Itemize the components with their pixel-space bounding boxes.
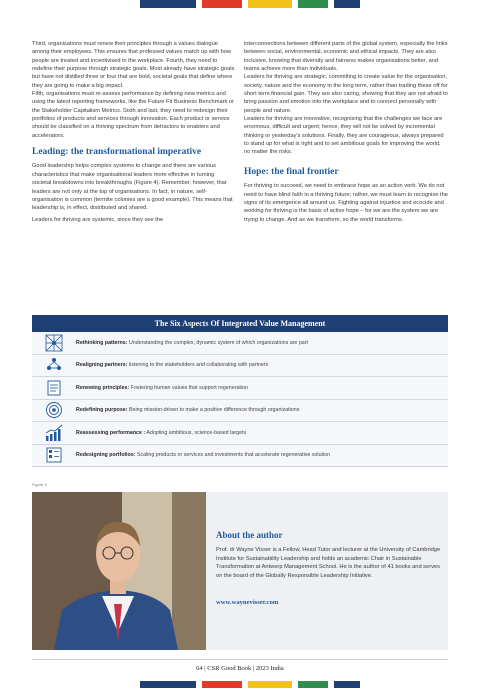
- aspect-label: Realigning partners:: [76, 362, 128, 369]
- paragraph: For thriving to succeed, we need to embrace hope as an action verb. We do not need to have blind faith in a thriving future; rather, we must learn to recognise the signs of its emergence all around us. Fighting against injustice and ecocide and working for thriving is the basis of active hope – for we are the system we are trying to change. And as we transform, so the world transforms.: [244, 183, 448, 223]
- figure-title: The Six Aspects Of Integrated Value Management: [32, 315, 448, 332]
- aspect-description: listening to the stakeholders and collaborating with partners: [127, 362, 269, 369]
- figure-row: [32, 422, 448, 445]
- bar-segment: [248, 0, 292, 8]
- bar-segment: [334, 0, 360, 8]
- bar-segment: [202, 681, 242, 688]
- figure-row: [32, 400, 448, 423]
- paragraph: Fifth, organisations must re-assess performance by defining new metrics and using the latest reporting frameworks, like the Future Fit Business Benchmark or the Stakeholder Capitalism Metrics. Sixth and last, they need to redesign their portfolios of products and services through innovation. Each product or service should be classified on a thriving spectrum from detractors to enablers and accelerators.: [32, 91, 234, 139]
- bar-segment: [140, 0, 196, 8]
- bar-segment: [298, 0, 328, 8]
- target-icon: [43, 401, 65, 419]
- author-box: [32, 492, 448, 650]
- aspect-label: Rethinking patterns:: [76, 339, 128, 346]
- figure-row: [32, 355, 448, 378]
- aspect-label: Reassessing performance :: [76, 429, 146, 436]
- portfolio-icon: [43, 446, 65, 464]
- paragraph: Third, organisations must renew their principles through a values dialogue among their employees. This ensures that professed values match up with how people are treated and incentivised in the workplace. Fourth, they need to redefine their purpose through strategic goals. Most already have strategic goals but have not distilled three or four that are bold, societal goals that define where they are going to make a big impact.: [32, 41, 235, 89]
- author-photo: [32, 492, 206, 650]
- aspect-label: Redefining purpose:: [76, 407, 128, 414]
- page-footer: 64 | CSR Good Book | 2023 India: [196, 665, 284, 672]
- aspect-label: Renewing principles:: [76, 384, 130, 391]
- aspect-description: Understanding the complex, dynamic system of which organizations are part: [127, 339, 308, 346]
- aspect-description: Being mission-driven to make a positive difference through organizations: [127, 407, 300, 414]
- bar-segment: [334, 681, 360, 688]
- author-heading: About the author: [216, 530, 283, 540]
- bar-segment: [248, 681, 292, 688]
- paragraph: Good leadership helps complex systems to change and there are various characteristics that make organisational leaders more effective in turning societal breakdowns into breakthroughs (Figure 4). Remember, however, that leaders are not only at the top of organisations. In fact, in nature, self-organisation is common (termite colonies are a good example). This means that leadership is, in effect, distributed and shared.: [32, 163, 233, 212]
- section-heading: Hope: the final frontier: [244, 166, 339, 177]
- document-icon: [43, 379, 65, 397]
- aspect-label: Redesigning portfolios:: [76, 452, 136, 459]
- author-website-link[interactable]: www.waynevisser.com: [216, 599, 279, 606]
- author-bio: Prof. dr Wayne Visser is a Fellow, Head Tutor and lecturer at the University of Cambridge Institute for Sustainability Leadership and holds an academic Chair in Sustainable Transformation at Antwerp Management School. He is the author of 41 books and serves on the board of the Globally Responsible Leadership Initiative.: [216, 547, 441, 579]
- network-icon: [43, 334, 65, 352]
- aspect-description: Fostering human values that support regeneration: [129, 384, 248, 391]
- paragraph: Leaders for thriving are systemic, since they see the: [32, 216, 164, 223]
- section-heading: Leading: the transformational imperative: [32, 147, 202, 158]
- figure-integrated-value-management: [32, 315, 448, 467]
- bottom-color-bar: [0, 681, 480, 688]
- growth-chart-icon: [43, 424, 65, 442]
- figure-row: [32, 445, 448, 468]
- figure-row: [32, 377, 448, 400]
- aspect-description: Scaling products or services and investments that accelerate regenerative solution: [135, 452, 331, 459]
- paragraph: Leaders for thriving are innovative, recognising that the challenges we face are enormous, difficult and urgent; hence, they will not be solved by incremental thinking or yesterday's solutions. Finally, they are courageous, always prepared to stand up for what is right and to set ambitious goals for improving the world, no matter the risks.: [244, 116, 444, 156]
- paragraph: Leaders for thriving are strategic, committing to create value for the organisation, society, nature and the economy in the long term, rather than trading these off for short term financial gain. They are also caring, showing that they are not afraid to bring passion and emotion into the workplace and to connect personally with people and nature.: [244, 74, 448, 114]
- bar-segment: [202, 0, 242, 8]
- footer-divider: [32, 659, 448, 660]
- bar-segment: [298, 681, 328, 688]
- bar-segment: [140, 681, 196, 688]
- left-column: [32, 40, 235, 224]
- partners-icon: [43, 356, 65, 374]
- paragraph: interconnections between different parts of the global system, especially the links between social, environmental, economic and ethical impacts. They are also inclusive, knowing that diversity and fairness makes organisations better, and teams achieve more than individuals.: [244, 41, 448, 73]
- aspect-description: Adopting ambitious, science-based targets: [145, 429, 247, 436]
- figure-row: [32, 332, 448, 355]
- top-color-bar: [0, 0, 480, 8]
- figure-caption: Figure 4: [32, 482, 47, 487]
- right-column: [244, 40, 448, 224]
